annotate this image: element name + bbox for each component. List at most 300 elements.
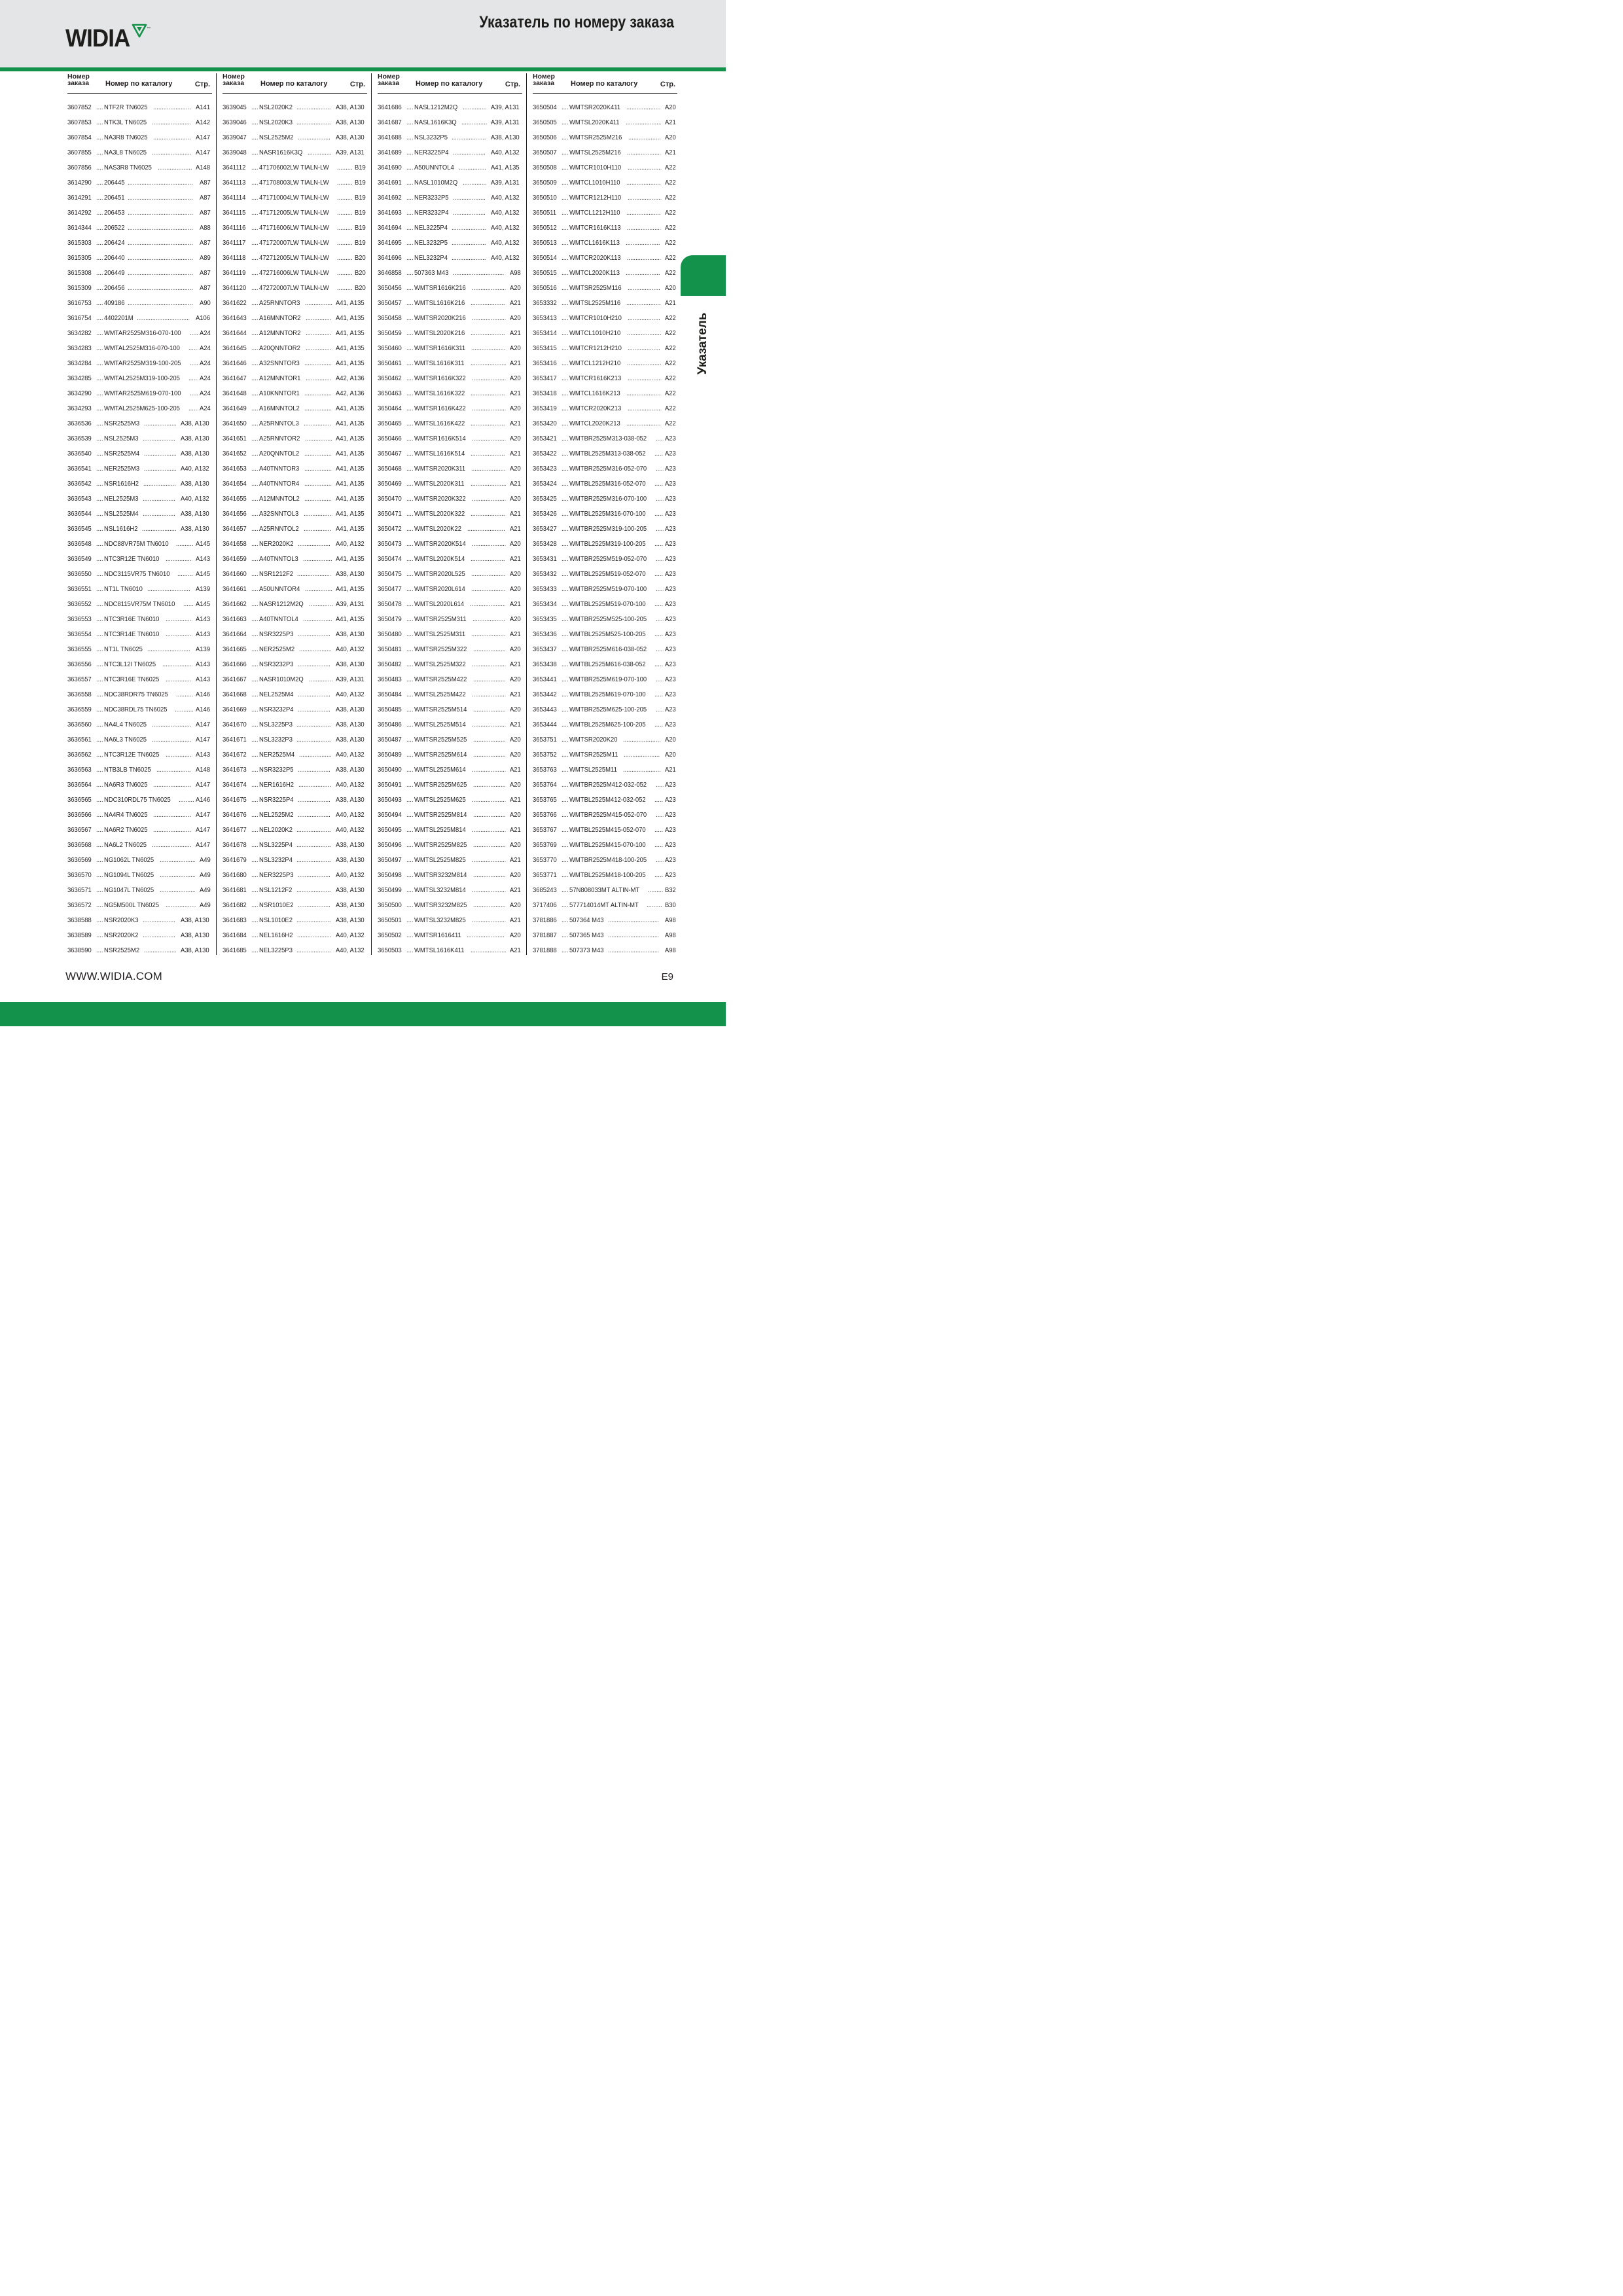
dot-leader [190, 389, 198, 397]
page-reference[interactable]: A41, A135 [335, 434, 365, 442]
dot-leader [628, 374, 661, 382]
page-reference[interactable]: A147 [196, 720, 211, 728]
page-reference[interactable]: A145 [196, 539, 211, 548]
page-reference[interactable]: A22 [665, 193, 677, 202]
dot-leader: .... [562, 283, 569, 292]
dot-leader [337, 209, 353, 217]
page-reference[interactable]: A87 [200, 238, 211, 247]
index-row [67, 295, 212, 310]
dot-leader: .... [251, 178, 259, 187]
dot-leader: .... [96, 539, 103, 548]
page-reference[interactable]: A41, A135 [335, 359, 365, 367]
page-reference[interactable]: A147 [196, 735, 211, 744]
page-reference[interactable]: A40, A132 [180, 464, 209, 473]
page-reference[interactable]: A23 [665, 600, 677, 608]
page-reference[interactable]: A148 [196, 163, 211, 171]
page-reference[interactable]: A22 [665, 374, 677, 382]
page-reference[interactable]: A23 [665, 584, 677, 593]
page-reference[interactable]: A41, A135 [335, 615, 365, 623]
page-reference[interactable]: A38, A130 [180, 524, 209, 533]
page-reference[interactable]: A21 [510, 479, 522, 488]
page-reference[interactable]: A20 [510, 494, 522, 503]
page-reference[interactable]: B19 [355, 208, 366, 217]
order-number: 3653770 [533, 855, 557, 864]
page-reference[interactable]: A21 [510, 765, 522, 774]
page-reference[interactable]: A40, A132 [335, 780, 365, 789]
page-reference[interactable]: A20 [510, 675, 522, 683]
page-reference[interactable]: A38, A130 [335, 916, 365, 924]
page-reference[interactable]: A143 [196, 615, 211, 623]
header-order-number-line2: заказа [378, 79, 400, 87]
page-reference[interactable]: A20 [510, 750, 522, 759]
page-reference[interactable]: A143 [196, 660, 211, 668]
page-reference[interactable]: A41, A135 [335, 314, 365, 322]
page-reference[interactable]: B19 [355, 238, 366, 247]
page-reference[interactable]: A40, A132 [335, 810, 365, 819]
page-reference[interactable]: A22 [665, 223, 677, 232]
page-reference[interactable]: A24 [200, 344, 211, 352]
catalog-number: NER2020K2 [259, 539, 294, 548]
page-reference[interactable]: A21 [510, 916, 522, 924]
page-reference[interactable]: A38, A130 [180, 509, 209, 518]
page-reference[interactable]: A41, A135 [335, 404, 365, 412]
page-reference[interactable]: A40, A132 [335, 825, 365, 834]
index-row [378, 310, 522, 325]
page-reference[interactable]: A42, A136 [335, 374, 365, 382]
dot-leader: .... [96, 916, 103, 924]
page-reference[interactable]: A38, A130 [335, 901, 365, 909]
page-reference[interactable]: A146 [196, 705, 211, 713]
page-reference[interactable]: A87 [200, 208, 211, 217]
page-reference[interactable]: A142 [196, 118, 211, 126]
page-reference[interactable]: A23 [665, 795, 677, 804]
order-number: 3650487 [378, 735, 402, 744]
page-reference[interactable]: A49 [200, 870, 211, 879]
page-reference[interactable]: A49 [200, 855, 211, 864]
page-reference[interactable]: A39, A131 [335, 675, 365, 683]
page-reference[interactable]: A39, A131 [335, 600, 365, 608]
page-reference[interactable]: A23 [665, 645, 677, 653]
page-reference[interactable]: A38, A130 [180, 946, 209, 954]
page-reference[interactable]: A23 [665, 539, 677, 548]
page-reference[interactable]: B19 [355, 193, 366, 202]
page-reference[interactable]: A40, A132 [490, 208, 520, 217]
dot-leader [299, 645, 331, 653]
page-reference[interactable]: A22 [665, 314, 677, 322]
page-reference[interactable]: A22 [665, 359, 677, 367]
column-divider [371, 73, 372, 955]
page-reference[interactable]: A21 [510, 359, 522, 367]
page-reference[interactable]: A20 [510, 931, 522, 939]
page-reference[interactable]: A41, A135 [335, 464, 365, 473]
catalog-number: WMTBL2525M412-032-052 [569, 795, 646, 804]
catalog-number: WMTSL2020K22 [414, 524, 461, 533]
page-reference[interactable]: A38, A130 [335, 630, 365, 638]
order-number: 3639048 [223, 148, 247, 156]
page-reference[interactable]: A23 [665, 479, 677, 488]
page-reference[interactable]: A90 [200, 298, 211, 307]
page-number: E9 [661, 971, 673, 982]
page-reference[interactable]: A24 [200, 329, 211, 337]
page-reference[interactable]: A21 [510, 524, 522, 533]
page-reference[interactable]: A21 [510, 720, 522, 728]
page-reference[interactable]: A41, A135 [335, 479, 365, 488]
page-reference[interactable]: A40, A132 [490, 193, 520, 202]
page-reference[interactable]: A98 [665, 931, 677, 939]
page-reference[interactable]: A146 [196, 690, 211, 698]
dot-leader [471, 570, 505, 578]
page-reference[interactable]: A20 [510, 870, 522, 879]
order-number: 3641696 [378, 253, 402, 262]
page-reference[interactable]: A39, A131 [490, 178, 520, 187]
page-reference[interactable]: A38, A130 [335, 855, 365, 864]
dot-leader: .... [562, 298, 569, 307]
page-reference[interactable]: A21 [510, 886, 522, 894]
page-reference[interactable]: A21 [665, 148, 677, 156]
page-reference[interactable]: A22 [665, 419, 677, 427]
dot-leader [296, 946, 330, 954]
page-reference[interactable]: A38, A130 [335, 795, 365, 804]
page-reference[interactable]: A40, A132 [490, 148, 520, 156]
page-reference[interactable]: A20 [665, 133, 677, 141]
page-reference[interactable]: A20 [510, 735, 522, 744]
page-reference[interactable]: A139 [196, 645, 211, 653]
page-reference[interactable]: A20 [510, 539, 522, 548]
page-reference[interactable]: A49 [200, 901, 211, 909]
page-reference[interactable]: A21 [510, 600, 522, 608]
page-reference[interactable]: A22 [665, 178, 677, 187]
page-reference[interactable]: A20 [665, 750, 677, 759]
page-reference[interactable]: A23 [665, 449, 677, 457]
page-reference[interactable]: A38, A130 [335, 569, 365, 578]
page-reference[interactable]: A40, A132 [490, 253, 520, 262]
order-number: 3653442 [533, 690, 557, 698]
dot-leader: .... [406, 735, 414, 744]
page-reference[interactable]: A38, A130 [335, 735, 365, 744]
order-number: 3641668 [223, 690, 247, 698]
page-reference[interactable]: A143 [196, 750, 211, 759]
page-reference[interactable]: A38, A130 [335, 840, 365, 849]
page-reference[interactable]: A40, A132 [490, 223, 520, 232]
page-reference[interactable]: A38, A130 [335, 118, 365, 126]
page-reference[interactable]: A41, A135 [335, 494, 365, 503]
catalog-number: WMTSR2020L525 [414, 569, 465, 578]
catalog-number: WMTBL2525M313-038-052 [569, 449, 646, 457]
page-reference[interactable]: A148 [196, 765, 211, 774]
page-reference[interactable]: A21 [665, 298, 677, 307]
page-reference[interactable]: A22 [665, 404, 677, 412]
order-number: 3641662 [223, 600, 247, 608]
page-reference[interactable]: A20 [665, 103, 677, 111]
index-row [378, 732, 522, 747]
page-reference[interactable]: A147 [196, 148, 211, 156]
order-number: 3641684 [223, 931, 247, 939]
page-reference[interactable]: A23 [665, 780, 677, 789]
page-reference[interactable]: A21 [510, 690, 522, 698]
page-reference[interactable]: A21 [510, 449, 522, 457]
page-reference[interactable]: A87 [200, 268, 211, 277]
page-reference[interactable]: A22 [665, 329, 677, 337]
catalog-number: WMTBR2525M316-070-100 [569, 494, 647, 503]
page-reference[interactable]: A20 [510, 404, 522, 412]
page-reference[interactable]: A20 [510, 283, 522, 292]
page-reference[interactable]: A23 [665, 855, 677, 864]
page-reference[interactable]: A41, A135 [335, 584, 365, 593]
header-order-number-line2: заказа [67, 79, 90, 87]
index-row [533, 130, 677, 145]
page-reference[interactable]: A98 [510, 268, 522, 277]
page-reference[interactable]: A22 [665, 208, 677, 217]
page-reference[interactable]: A147 [196, 133, 211, 141]
page-reference[interactable]: A21 [510, 630, 522, 638]
catalog-number: NT1L TN6025 [103, 645, 143, 653]
page-reference[interactable]: A147 [196, 810, 211, 819]
page-reference[interactable]: A38, A130 [335, 705, 365, 713]
dot-leader [471, 389, 505, 397]
catalog-number: WMTSR2020K216 [414, 314, 466, 322]
page-reference[interactable]: A23 [665, 675, 677, 683]
page-reference[interactable]: A41, A135 [335, 344, 365, 352]
index-row [378, 235, 522, 250]
page-reference[interactable]: A41, A135 [335, 509, 365, 518]
page-reference[interactable]: A20 [510, 645, 522, 653]
dot-leader [623, 766, 660, 774]
page-reference[interactable]: A98 [665, 916, 677, 924]
page-reference[interactable]: A40, A132 [335, 870, 365, 879]
page-reference[interactable]: A41, A135 [335, 554, 365, 563]
order-number: 3641645 [223, 344, 247, 352]
page-reference[interactable]: B19 [355, 163, 366, 171]
page-reference[interactable]: A21 [510, 509, 522, 518]
order-number: 3641646 [223, 359, 247, 367]
dot-leader: .... [562, 855, 569, 864]
page-reference[interactable]: A40, A132 [335, 750, 365, 759]
page-reference[interactable]: A147 [196, 840, 211, 849]
page-reference[interactable]: A87 [200, 283, 211, 292]
page-reference[interactable]: B20 [355, 268, 366, 277]
page-reference[interactable]: A20 [510, 615, 522, 623]
page-reference[interactable]: A39, A131 [490, 103, 520, 111]
page-reference[interactable]: A38, A130 [490, 133, 520, 141]
index-row [378, 325, 522, 340]
page-reference[interactable]: A23 [665, 810, 677, 819]
page-reference[interactable]: A23 [665, 569, 677, 578]
page-reference[interactable]: A38, A130 [335, 660, 365, 668]
order-number: 3641671 [223, 735, 247, 744]
page-reference[interactable]: A21 [510, 419, 522, 427]
page-reference[interactable]: A23 [665, 554, 677, 563]
page-reference[interactable]: A23 [665, 630, 677, 638]
page-reference[interactable]: A20 [510, 434, 522, 442]
page-reference[interactable]: A38, A130 [335, 886, 365, 894]
dot-leader [298, 691, 331, 698]
page-reference[interactable]: A139 [196, 584, 211, 593]
index-row [378, 837, 522, 852]
page-reference[interactable]: A20 [510, 780, 522, 789]
page-reference[interactable]: A98 [665, 946, 677, 954]
page-reference[interactable]: A38, A130 [180, 419, 209, 427]
page-reference[interactable]: A21 [510, 298, 522, 307]
page-reference[interactable]: A20 [510, 464, 522, 473]
page-reference[interactable]: A143 [196, 630, 211, 638]
page-reference[interactable]: A40, A132 [335, 539, 365, 548]
page-reference[interactable]: A21 [510, 329, 522, 337]
page-reference[interactable]: A21 [510, 389, 522, 397]
page-reference[interactable]: A20 [665, 735, 677, 744]
page-reference[interactable]: A21 [510, 825, 522, 834]
page-reference[interactable]: A143 [196, 675, 211, 683]
page-reference[interactable]: A40, A132 [335, 645, 365, 653]
page-reference[interactable]: A23 [665, 720, 677, 728]
page-reference[interactable]: A38, A130 [335, 133, 365, 141]
page-reference[interactable]: A89 [200, 253, 211, 262]
catalog-number: WMTSR2525M614 [414, 750, 467, 759]
page-reference[interactable]: A38, A130 [180, 479, 209, 488]
page-reference[interactable]: A147 [196, 825, 211, 834]
page-reference[interactable]: A22 [665, 344, 677, 352]
page-reference[interactable]: B20 [355, 253, 366, 262]
page-reference[interactable]: A38, A130 [335, 765, 365, 774]
order-number: 3650509 [533, 178, 557, 187]
dot-leader [303, 555, 332, 563]
page-reference[interactable]: A147 [196, 780, 211, 789]
page-reference[interactable]: A23 [665, 524, 677, 533]
page-reference[interactable]: A22 [665, 268, 677, 277]
page-title: Указатель по номеру заказа [479, 13, 674, 31]
page-reference[interactable]: A23 [665, 434, 677, 442]
catalog-number: NTB3LB TN6025 [103, 765, 151, 774]
page-reference[interactable]: A20 [510, 901, 522, 909]
page-reference[interactable]: A41, A135 [335, 329, 365, 337]
page-reference[interactable]: A22 [665, 389, 677, 397]
catalog-number: A40TNNTOL3 [259, 554, 298, 563]
index-row [533, 717, 677, 732]
page-reference[interactable]: A38, A130 [335, 103, 365, 111]
index-row [533, 852, 677, 867]
page-reference[interactable]: B19 [355, 223, 366, 232]
page-reference[interactable]: A49 [200, 886, 211, 894]
page-reference[interactable]: A40, A132 [335, 946, 365, 954]
order-number: 3653418 [533, 389, 557, 397]
index-rows [378, 99, 522, 958]
page-reference[interactable]: A21 [510, 660, 522, 668]
page-reference[interactable]: A106 [196, 314, 211, 322]
page-reference[interactable]: A24 [200, 359, 211, 367]
page-reference[interactable]: A38, A130 [180, 449, 209, 457]
page-reference[interactable]: A20 [510, 344, 522, 352]
page-reference[interactable]: A39, A131 [490, 118, 520, 126]
page-reference[interactable]: A23 [665, 690, 677, 698]
page-reference[interactable]: A40, A132 [335, 931, 365, 939]
page-reference[interactable]: A21 [510, 946, 522, 954]
dot-leader: .... [562, 735, 569, 744]
page-reference[interactable]: A23 [665, 660, 677, 668]
page-reference[interactable]: A143 [196, 554, 211, 563]
page-reference[interactable]: A146 [196, 795, 211, 804]
page-reference[interactable]: A20 [665, 283, 677, 292]
footer-url[interactable]: WWW.WIDIA.COM [65, 970, 163, 982]
page-reference[interactable]: A23 [665, 509, 677, 518]
page-reference[interactable]: A41, A135 [490, 163, 520, 171]
catalog-number: NG1062L TN6025 [103, 855, 154, 864]
dot-leader [296, 841, 330, 849]
page-reference[interactable]: A23 [665, 464, 677, 473]
page-reference[interactable]: A20 [510, 705, 522, 713]
order-number: 3641115 [223, 208, 246, 217]
page-reference[interactable]: A21 [510, 795, 522, 804]
page-reference[interactable]: A41, A135 [335, 298, 365, 307]
dot-leader: .... [406, 449, 414, 457]
page-reference[interactable]: A38, A130 [180, 931, 209, 939]
page-reference[interactable]: B30 [665, 901, 677, 909]
page-reference[interactable]: A40, A132 [490, 238, 520, 247]
index-row [223, 370, 367, 386]
page-reference[interactable]: A22 [665, 238, 677, 247]
page-reference[interactable]: A40, A132 [180, 494, 209, 503]
index-row [533, 656, 677, 672]
dot-leader: .... [251, 479, 259, 488]
page-reference[interactable]: A20 [510, 569, 522, 578]
page-reference[interactable]: A87 [200, 193, 211, 202]
dot-leader: .... [562, 163, 569, 171]
page-reference[interactable]: A23 [665, 705, 677, 713]
page-reference[interactable]: A21 [665, 765, 677, 774]
order-number: 3653438 [533, 660, 557, 668]
page-reference[interactable]: A39, A131 [335, 148, 365, 156]
page-reference[interactable]: A41, A135 [335, 449, 365, 457]
page-reference[interactable]: A20 [510, 840, 522, 849]
page-reference[interactable]: A20 [510, 314, 522, 322]
page-reference[interactable]: A24 [200, 404, 211, 412]
page-reference[interactable]: A41, A135 [335, 524, 365, 533]
page-reference[interactable]: A23 [665, 840, 677, 849]
page-reference[interactable]: A41, A135 [335, 419, 365, 427]
page-reference[interactable]: A24 [200, 374, 211, 382]
page-reference[interactable]: A20 [510, 374, 522, 382]
page-reference[interactable]: A88 [200, 223, 211, 232]
page-reference[interactable]: A21 [510, 855, 522, 864]
page-reference[interactable]: B20 [355, 283, 366, 292]
page-reference[interactable]: A22 [665, 253, 677, 262]
page-reference[interactable]: A21 [510, 554, 522, 563]
page-reference[interactable]: A23 [665, 615, 677, 623]
page-reference[interactable]: A145 [196, 600, 211, 608]
index-row [223, 431, 367, 446]
page-reference[interactable]: A40, A132 [335, 690, 365, 698]
page-reference[interactable]: A23 [665, 494, 677, 503]
page-reference[interactable]: A38, A130 [180, 434, 209, 442]
page-reference[interactable]: A42, A136 [335, 389, 365, 397]
page-reference[interactable]: A38, A130 [335, 720, 365, 728]
page-reference[interactable]: A38, A130 [180, 916, 209, 924]
page-reference[interactable]: A141 [196, 103, 211, 111]
catalog-number: NDC38RDR75 TN6025 [103, 690, 168, 698]
page-reference[interactable]: A21 [665, 118, 677, 126]
page-reference[interactable]: B32 [665, 886, 677, 894]
page-reference[interactable]: A23 [665, 825, 677, 834]
page-reference[interactable]: A23 [665, 870, 677, 879]
order-number: 3607852 [67, 103, 92, 111]
page-reference[interactable]: B19 [355, 178, 366, 187]
page-reference[interactable]: A87 [200, 178, 211, 187]
page-reference[interactable]: A20 [510, 810, 522, 819]
page-reference[interactable]: A145 [196, 569, 211, 578]
page-reference[interactable]: A24 [200, 389, 211, 397]
index-row [223, 581, 367, 596]
page-reference[interactable]: A20 [510, 584, 522, 593]
dot-leader: .... [562, 389, 569, 397]
page-reference[interactable]: A22 [665, 163, 677, 171]
